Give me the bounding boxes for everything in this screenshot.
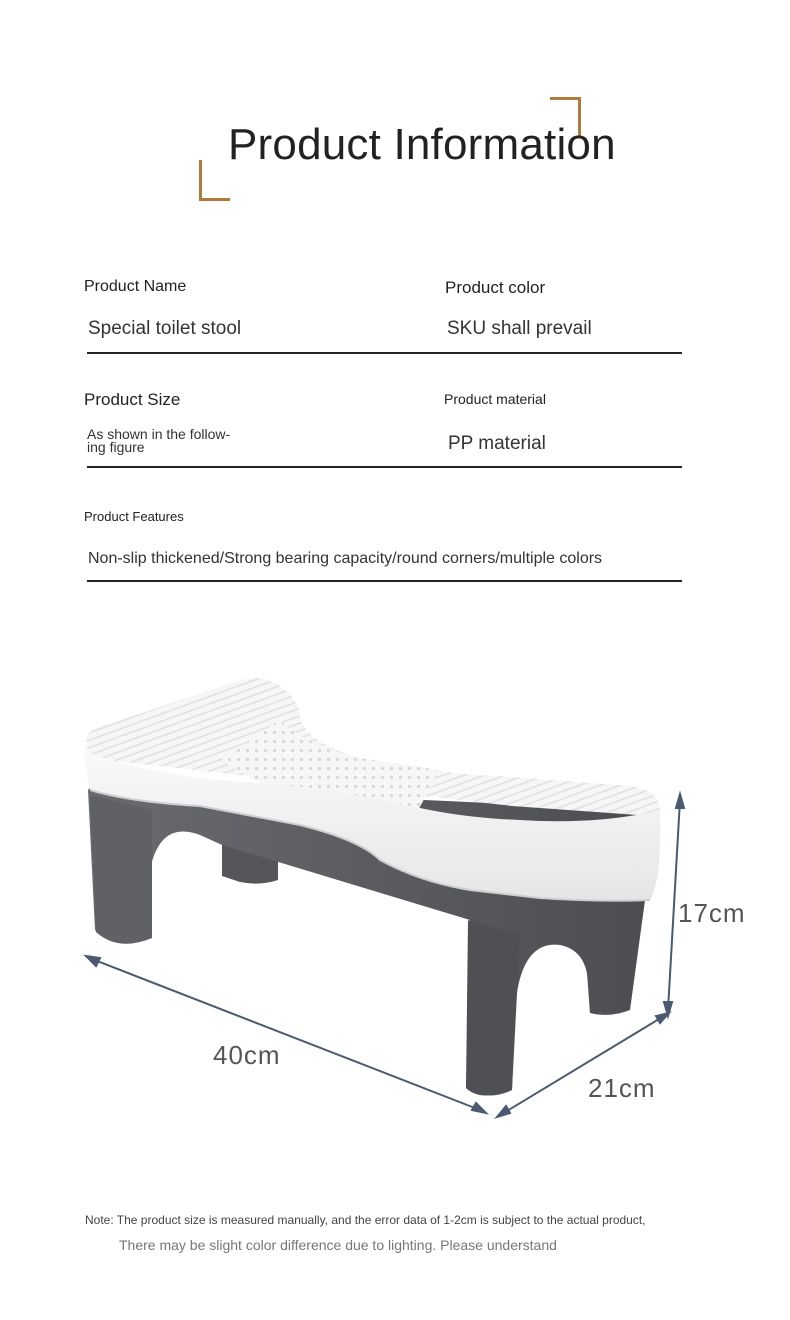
note-color-difference: There may be slight color difference due to lighting. Please understand: [119, 1237, 557, 1253]
product-features-value: Non-slip thickened/Strong bearing capacity/round corners/multiple colors: [88, 550, 603, 567]
note-measurement: Note: The product size is measured manually, and the error data of 1-2cm is subject to the actual product,: [85, 1213, 646, 1227]
product-material-value: PP material: [448, 433, 546, 454]
product-color-value: SKU shall prevail: [447, 318, 592, 339]
product-size-label: Product Size: [84, 390, 181, 409]
product-material-label: Product material: [444, 391, 546, 407]
front-left-leg: [90, 795, 152, 944]
product-name-label: Product Name: [84, 278, 187, 295]
height-dimension-label: 17cm: [678, 898, 746, 928]
front-right-leg: [466, 920, 520, 1096]
toilet-stool-illustration: [0, 620, 790, 1140]
product-color-label: Product color: [445, 278, 546, 297]
length-dimension-label: 40cm: [213, 1040, 281, 1070]
divider-row-3: [87, 580, 682, 582]
product-name-value: Special toilet stool: [88, 318, 242, 339]
divider-row-1: [87, 352, 682, 354]
page-title: Product Information: [228, 120, 616, 169]
corner-bracket-bottom-left: [199, 160, 230, 201]
width-dimension-label: 21cm: [588, 1073, 656, 1103]
product-features-label: Product Features: [84, 509, 184, 524]
divider-row-2: [87, 466, 682, 468]
product-size-value: As shown in the follow-ing figure: [87, 426, 231, 455]
